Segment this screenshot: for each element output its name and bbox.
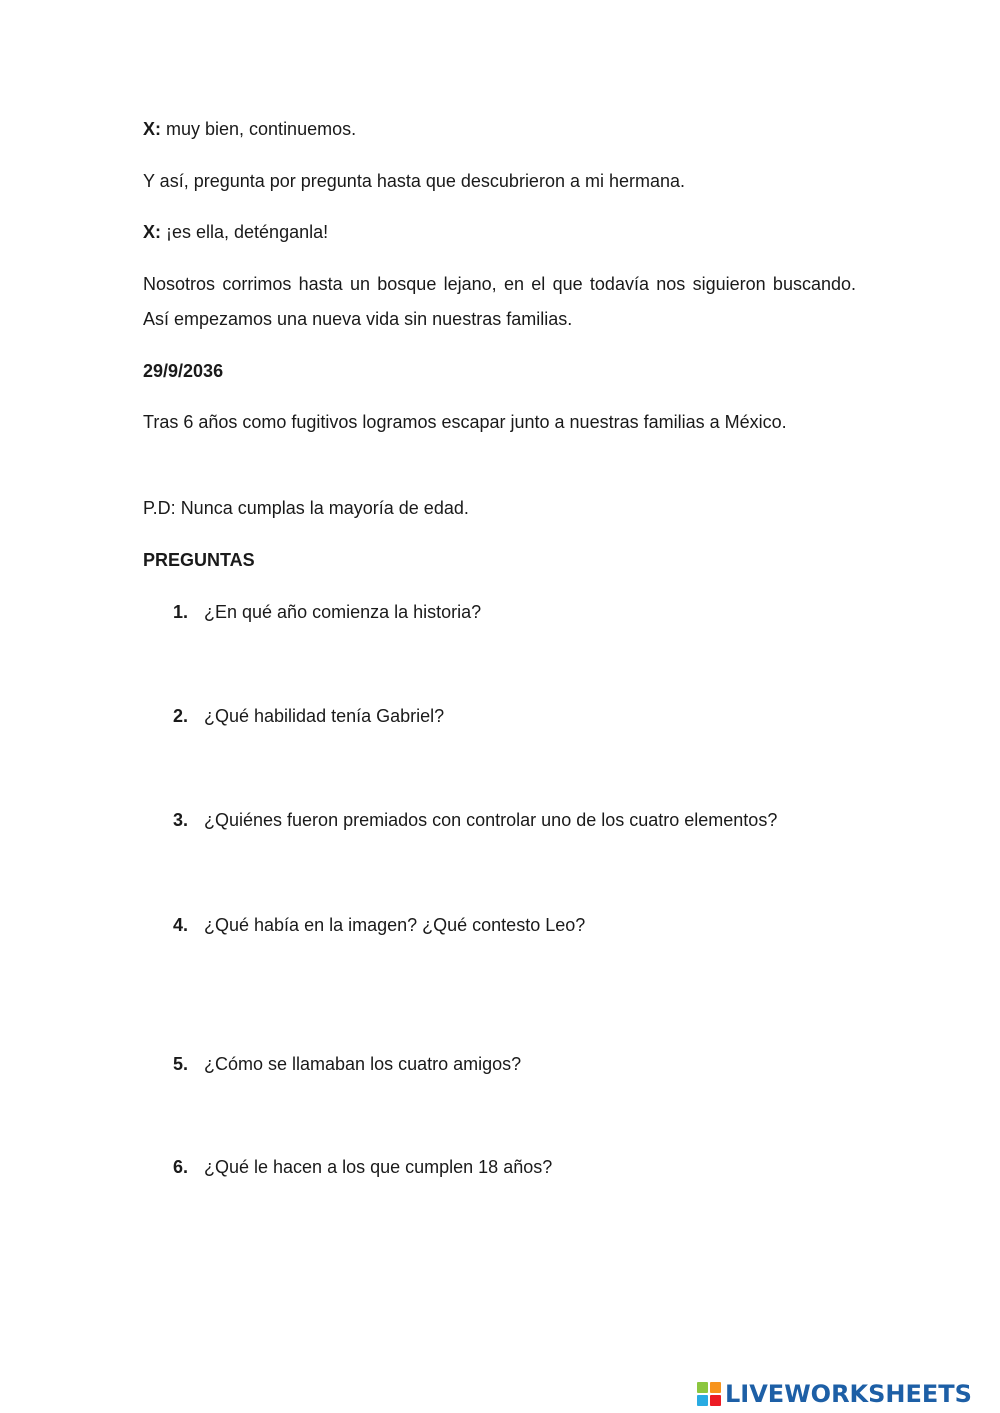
dialog-line-2 — [143, 215, 856, 250]
narration-line: Y así, pregunta por pregunta hasta que descubrieron a mi hermana. — [143, 171, 686, 191]
logo-icon-square — [697, 1395, 708, 1406]
questions-heading: PREGUNTAS — [143, 550, 255, 570]
dialog-text: muy bien, continuemos. — [161, 119, 357, 139]
postscript: P.D: Nunca cumplas la mayoría de edad. — [143, 498, 469, 518]
logo-icon-square — [710, 1382, 721, 1393]
question-text: ¿Qué habilidad tenía Gabriel? — [204, 706, 445, 726]
logo-icon-square — [710, 1395, 721, 1406]
question-item-2 — [173, 704, 444, 728]
question-number: 5. — [173, 1054, 189, 1074]
dialog-line-1 — [143, 112, 856, 147]
liveworksheets-logo[interactable] — [697, 1380, 972, 1408]
question-number: 2. — [173, 706, 189, 726]
question-item-5 — [173, 1052, 521, 1076]
speaker-label: X: — [143, 222, 161, 242]
question-text: ¿Qué le hacen a los que cumplen 18 años? — [204, 1157, 553, 1177]
question-number: 1. — [173, 602, 189, 622]
question-text: ¿Quiénes fueron premiados con controlar uno de los cuatro elementos? — [204, 810, 778, 830]
question-text: ¿Cómo se llamaban los cuatro amigos? — [204, 1054, 522, 1074]
question-item-3 — [173, 808, 777, 832]
date-heading: 29/9/2036 — [143, 361, 224, 381]
question-text: ¿En qué año comienza la historia? — [204, 602, 482, 622]
paragraph-fugitives: Tras 6 años como fugitivos logramos escapar junto a nuestras familias a México. — [143, 412, 787, 432]
dialog-text: ¡es ella, deténganla! — [161, 222, 329, 242]
liveworksheets-logo-icon — [697, 1382, 721, 1406]
paragraph-escape: Nosotros corrimos hasta un bosque lejano, en el que todavía nos siguieron buscando. Así empezamos una nueva vida sin nuestras familias. — [143, 274, 856, 329]
question-text: ¿Qué había en la imagen? ¿Qué contesto Leo? — [204, 915, 586, 935]
logo-icon-square — [697, 1382, 708, 1393]
question-item-1 — [173, 600, 481, 624]
speaker-label: X: — [143, 119, 161, 139]
question-item-4 — [173, 913, 585, 937]
question-item-6 — [173, 1155, 552, 1179]
question-number: 6. — [173, 1157, 189, 1177]
logo-text: LIVEWORKSHEETS — [725, 1380, 972, 1408]
question-number: 3. — [173, 810, 189, 830]
question-number: 4. — [173, 915, 189, 935]
